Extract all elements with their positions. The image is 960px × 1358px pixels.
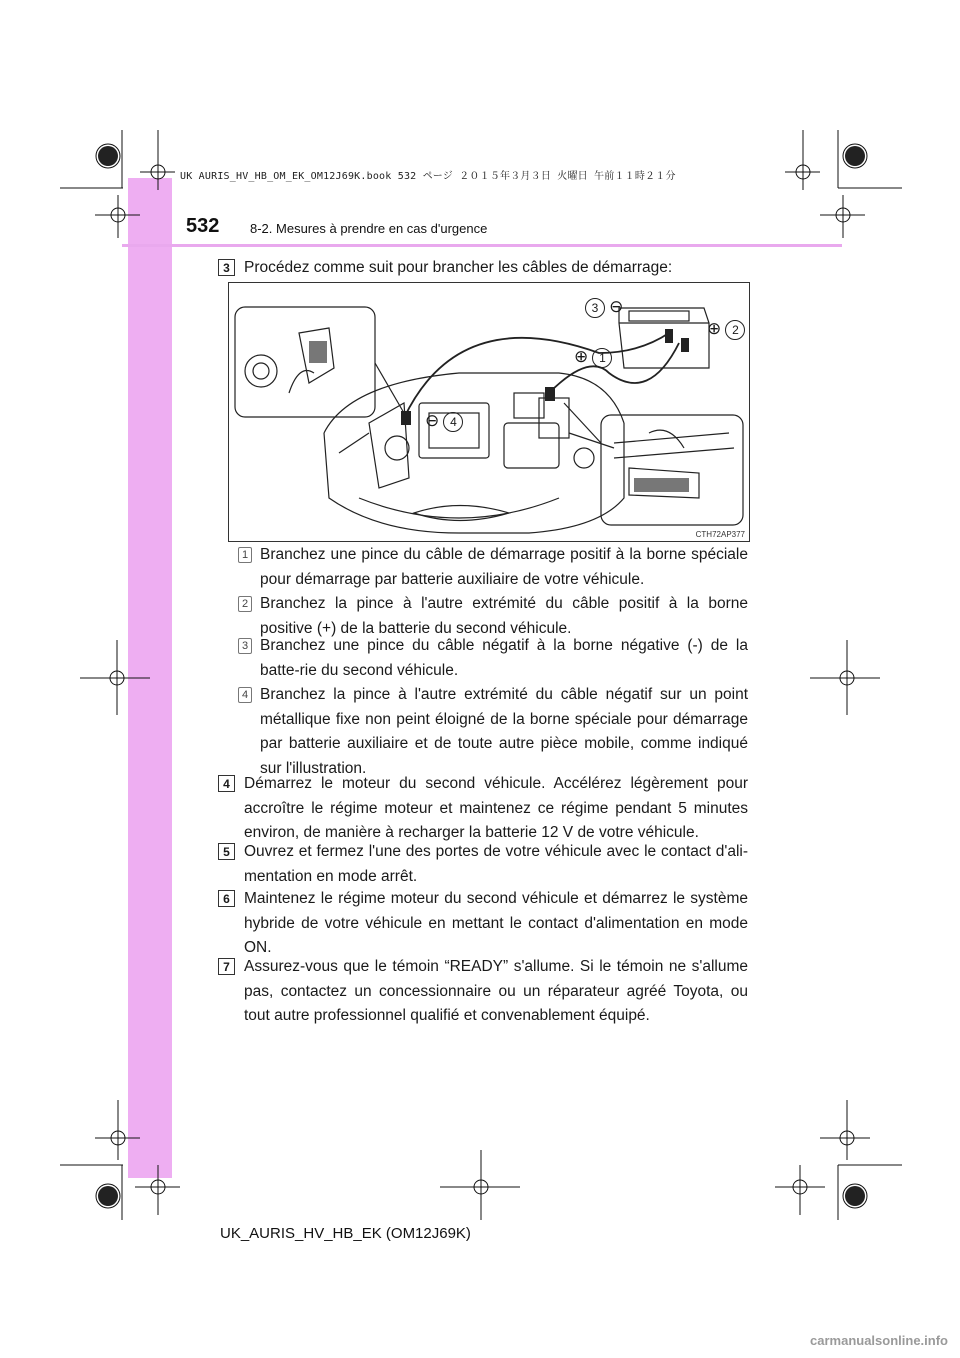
figure-code: CTH72AP377 <box>695 530 745 539</box>
substep-text: Branchez la pince à l'autre extrémité du câble négatif sur un point métallique fixe non peint éloigné de la borne spéciale pour démarrage par batterie auxiliaire et de toute autre pièce mobile, comme indiqué sur l'illustration. <box>260 686 748 777</box>
negative-symbol: ⊖ <box>425 411 440 430</box>
print-metadata-line: UK AURIS_HV_HB_OM_EK_OM12J69K.book 532 ページ ２０１５年３月３日 火曜日 午前１１時２１分 <box>180 171 676 182</box>
substep-text: Branchez une pince du câble négatif à la borne négative (-) de la batte-rie du second véhicule. <box>260 637 748 679</box>
step-text: Procédez comme suit pour brancher les câbles de démarrage: <box>244 259 673 276</box>
page-number: 532 <box>186 215 220 237</box>
positive-symbol: ⊕ <box>707 319 722 338</box>
substep-number: 2 <box>238 596 252 612</box>
substep-text: Branchez une pince du câble de démarrage positif à la borne spéciale pour démarrage par batterie auxiliaire de votre véhicule. <box>260 546 748 588</box>
step-text: Ouvrez et fermez l'une des portes de votre véhicule avec le contact d'ali-mentation en mode arrêt. <box>244 843 748 885</box>
step-5 <box>218 840 748 889</box>
header-rule <box>122 244 842 247</box>
step-number: 7 <box>218 958 235 975</box>
step-number: 6 <box>218 890 235 907</box>
callout-3 <box>585 297 623 318</box>
engine-bay-drawing <box>229 283 749 541</box>
footer-manual-code: UK_AURIS_HV_HB_EK (OM12J69K) <box>220 1225 471 1242</box>
step-4 <box>218 772 748 846</box>
step-text: Maintenez le régime moteur du second véhicule et démarrez le système hybride de votre véhicule en mettant le contact d'alimentation en mode ON. <box>244 890 748 956</box>
callout-1 <box>574 347 612 368</box>
step-text: Assurez-vous que le témoin “READY” s'allume. Si le témoin ne s'allume pas, contactez un concessionnaire ou un réparateur agréé Toyota, ou tout autre professionnel qualifié et convenablement équipé. <box>244 958 748 1024</box>
section-title: 8-2. Mesures à prendre en cas d'urgence <box>250 221 488 236</box>
watermark: carmanualsonline.info <box>810 1333 948 1348</box>
callout-2 <box>707 319 745 340</box>
substep-number: 1 <box>238 547 252 563</box>
step-6 <box>218 887 748 961</box>
substep-number: 4 <box>238 687 252 703</box>
substep-1 <box>238 543 748 592</box>
callout-4 <box>425 411 463 432</box>
step-number: 4 <box>218 775 235 792</box>
substep-3 <box>238 634 748 683</box>
jump-start-illustration <box>228 282 750 542</box>
substep-number: 3 <box>238 638 252 654</box>
callout-circle-number: 2 <box>725 320 745 340</box>
substep-text: Branchez la pince à l'autre extrémité du câble positif à la borne positive (+) de la batterie du second véhicule. <box>260 595 748 637</box>
step-number: 5 <box>218 843 235 860</box>
step-text: Démarrez le moteur du second véhicule. Accélérez légèrement pour accroître le régime moteur et maintenez ce régime pendant 5 minutes environ, de manière à recharger la batterie 12 V de votre véhicule. <box>244 775 748 841</box>
callout-circle-number: 1 <box>592 348 612 368</box>
step-3 <box>218 256 748 281</box>
callout-circle-number: 4 <box>443 412 463 432</box>
substep-4 <box>238 683 748 781</box>
callout-circle-number: 3 <box>585 298 605 318</box>
step-number: 3 <box>218 259 235 276</box>
negative-symbol: ⊖ <box>609 297 624 316</box>
positive-symbol: ⊕ <box>574 347 589 366</box>
step-7 <box>218 955 748 1029</box>
